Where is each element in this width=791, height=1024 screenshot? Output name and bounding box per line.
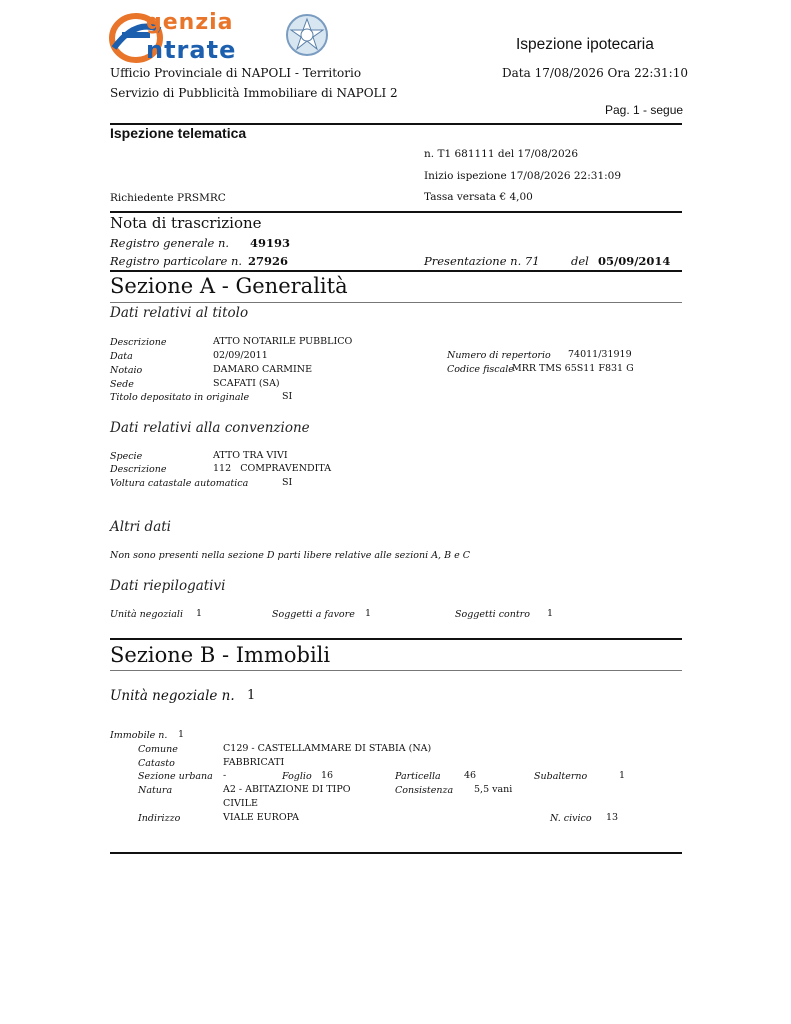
titolo-heading: Dati relativi al titolo: [110, 305, 249, 321]
unita-negoziale-value: 1: [247, 688, 256, 703]
natura-label: Natura: [138, 785, 173, 796]
unita-negoziale-label: Unità negoziale n.: [110, 688, 235, 704]
catasto-label: Catasto: [138, 758, 175, 769]
foglio-label: Foglio: [282, 771, 312, 782]
sezione-b-title: Sezione B - Immobili: [110, 643, 331, 667]
unita-value: 1: [196, 608, 203, 619]
presentazione: Presentazione n. 71: [424, 254, 540, 268]
page-label: Pag. 1 - segue: [605, 103, 684, 117]
comune-value: C129 - CASTELLAMMARE DI STABIA (NA): [223, 743, 432, 754]
reg-gen-label: Registro generale n.: [110, 236, 230, 250]
immobile-value: 1: [178, 729, 185, 740]
particella-value: 46: [464, 770, 477, 781]
unita-label: Unità negoziali: [110, 609, 183, 620]
data-label: Data: [110, 351, 133, 362]
indirizzo-value: VIALE EUROPA: [223, 812, 299, 823]
divider: [110, 670, 682, 671]
data-value: 02/09/2011: [213, 350, 268, 361]
fee: Tassa versata € 4,00: [424, 191, 533, 203]
favore-value: 1: [365, 608, 372, 619]
repertorio-value: 74011/31919: [568, 349, 632, 360]
service-line: Servizio di Pubblicità Immobiliare di NAPOLI 2: [110, 86, 398, 100]
indirizzo-label: Indirizzo: [138, 813, 181, 824]
convenzione-heading: Dati relativi alla convenzione: [110, 420, 310, 436]
nota-title: Nota di trascrizione: [110, 214, 262, 232]
divider: [110, 270, 682, 272]
conv-desc-label: Descrizione: [110, 464, 167, 475]
notaio-label: Notaio: [110, 365, 143, 376]
sezione-urbana-label: Sezione urbana: [138, 771, 213, 782]
voltura-label: Voltura catastale automatica: [110, 478, 249, 489]
ispezione-title: Ispezione telematica: [110, 125, 247, 141]
specie-value: ATTO TRA VIVI: [213, 450, 288, 461]
notaio-value: DAMARO CARMINE: [213, 364, 313, 375]
datetime: Data 17/08/2026 Ora 22:31:10: [502, 66, 688, 80]
del-value: 05/09/2014: [598, 254, 671, 268]
titolo-dep-label: Titolo depositato in originale: [110, 392, 250, 403]
descrizione-label: Descrizione: [110, 337, 167, 348]
consistenza-label: Consistenza: [395, 785, 454, 796]
natura-value-line2: CIVILE: [223, 798, 258, 809]
subalterno-value: 1: [619, 770, 626, 781]
titolo-dep-value: SI: [282, 391, 293, 402]
natura-value-line1: A2 - ABITAZIONE DI TIPO: [223, 784, 351, 795]
catasto-value: FABBRICATI: [223, 757, 285, 768]
divider: [110, 211, 682, 213]
requester: Richiedente PRSMRC: [110, 192, 226, 204]
specie-label: Specie: [110, 451, 143, 462]
particella-label: Particella: [395, 771, 441, 782]
cf-label: Codice fiscale: [447, 364, 514, 375]
sezione-a-title: Sezione A - Generalità: [110, 274, 348, 298]
altri-heading: Altri dati: [110, 519, 171, 535]
office-line: Ufficio Provinciale di NAPOLI - Territorio: [110, 66, 362, 80]
divider: [110, 302, 682, 303]
comune-label: Comune: [138, 744, 178, 755]
voltura-value: SI: [282, 477, 293, 488]
civico-value: 13: [606, 812, 619, 823]
repertorio-label: Numero di repertorio: [447, 350, 551, 361]
reg-gen-value: 49193: [250, 236, 291, 250]
immobile-label: Immobile n.: [110, 730, 168, 741]
sede-label: Sede: [110, 379, 134, 390]
contro-value: 1: [547, 608, 554, 619]
ispezione-start: Inizio ispezione 17/08/2026 22:31:09: [424, 170, 622, 182]
sezione-urbana-value: -: [223, 770, 227, 781]
sede-value: SCAFATI (SA): [213, 378, 280, 389]
civico-label: N. civico: [550, 813, 592, 824]
logo-text-agenzia: genzia: [146, 10, 234, 35]
riepilogo-heading: Dati riepilogativi: [110, 578, 226, 594]
reg-part-label: Registro particolare n.: [110, 254, 243, 268]
document-title: Ispezione ipotecaria: [516, 36, 654, 53]
ispezione-number: n. T1 681111 del 17/08/2026: [424, 148, 579, 160]
descrizione-value: ATTO NOTARILE PUBBLICO: [213, 336, 353, 347]
logo-text-entrate: ntrate: [146, 36, 237, 64]
reg-part-value: 27926: [248, 254, 289, 268]
foglio-value: 16: [321, 770, 334, 781]
altri-text: Non sono presenti nella sezione D parti libere relative alle sezioni A, B e C: [110, 550, 471, 561]
contro-label: Soggetti contro: [455, 609, 530, 620]
italian-emblem-icon: [284, 10, 330, 60]
del-label: del: [571, 254, 589, 268]
divider: [110, 638, 682, 640]
divider: [110, 852, 682, 854]
cf-value: MRR TMS 65S11 F831 G: [512, 363, 634, 374]
conv-desc-value: 112 COMPRAVENDITA: [213, 463, 332, 474]
consistenza-value: 5,5 vani: [474, 784, 513, 795]
subalterno-label: Subalterno: [534, 771, 588, 782]
favore-label: Soggetti a favore: [272, 609, 355, 620]
agenzia-entrate-logo: [108, 8, 340, 68]
